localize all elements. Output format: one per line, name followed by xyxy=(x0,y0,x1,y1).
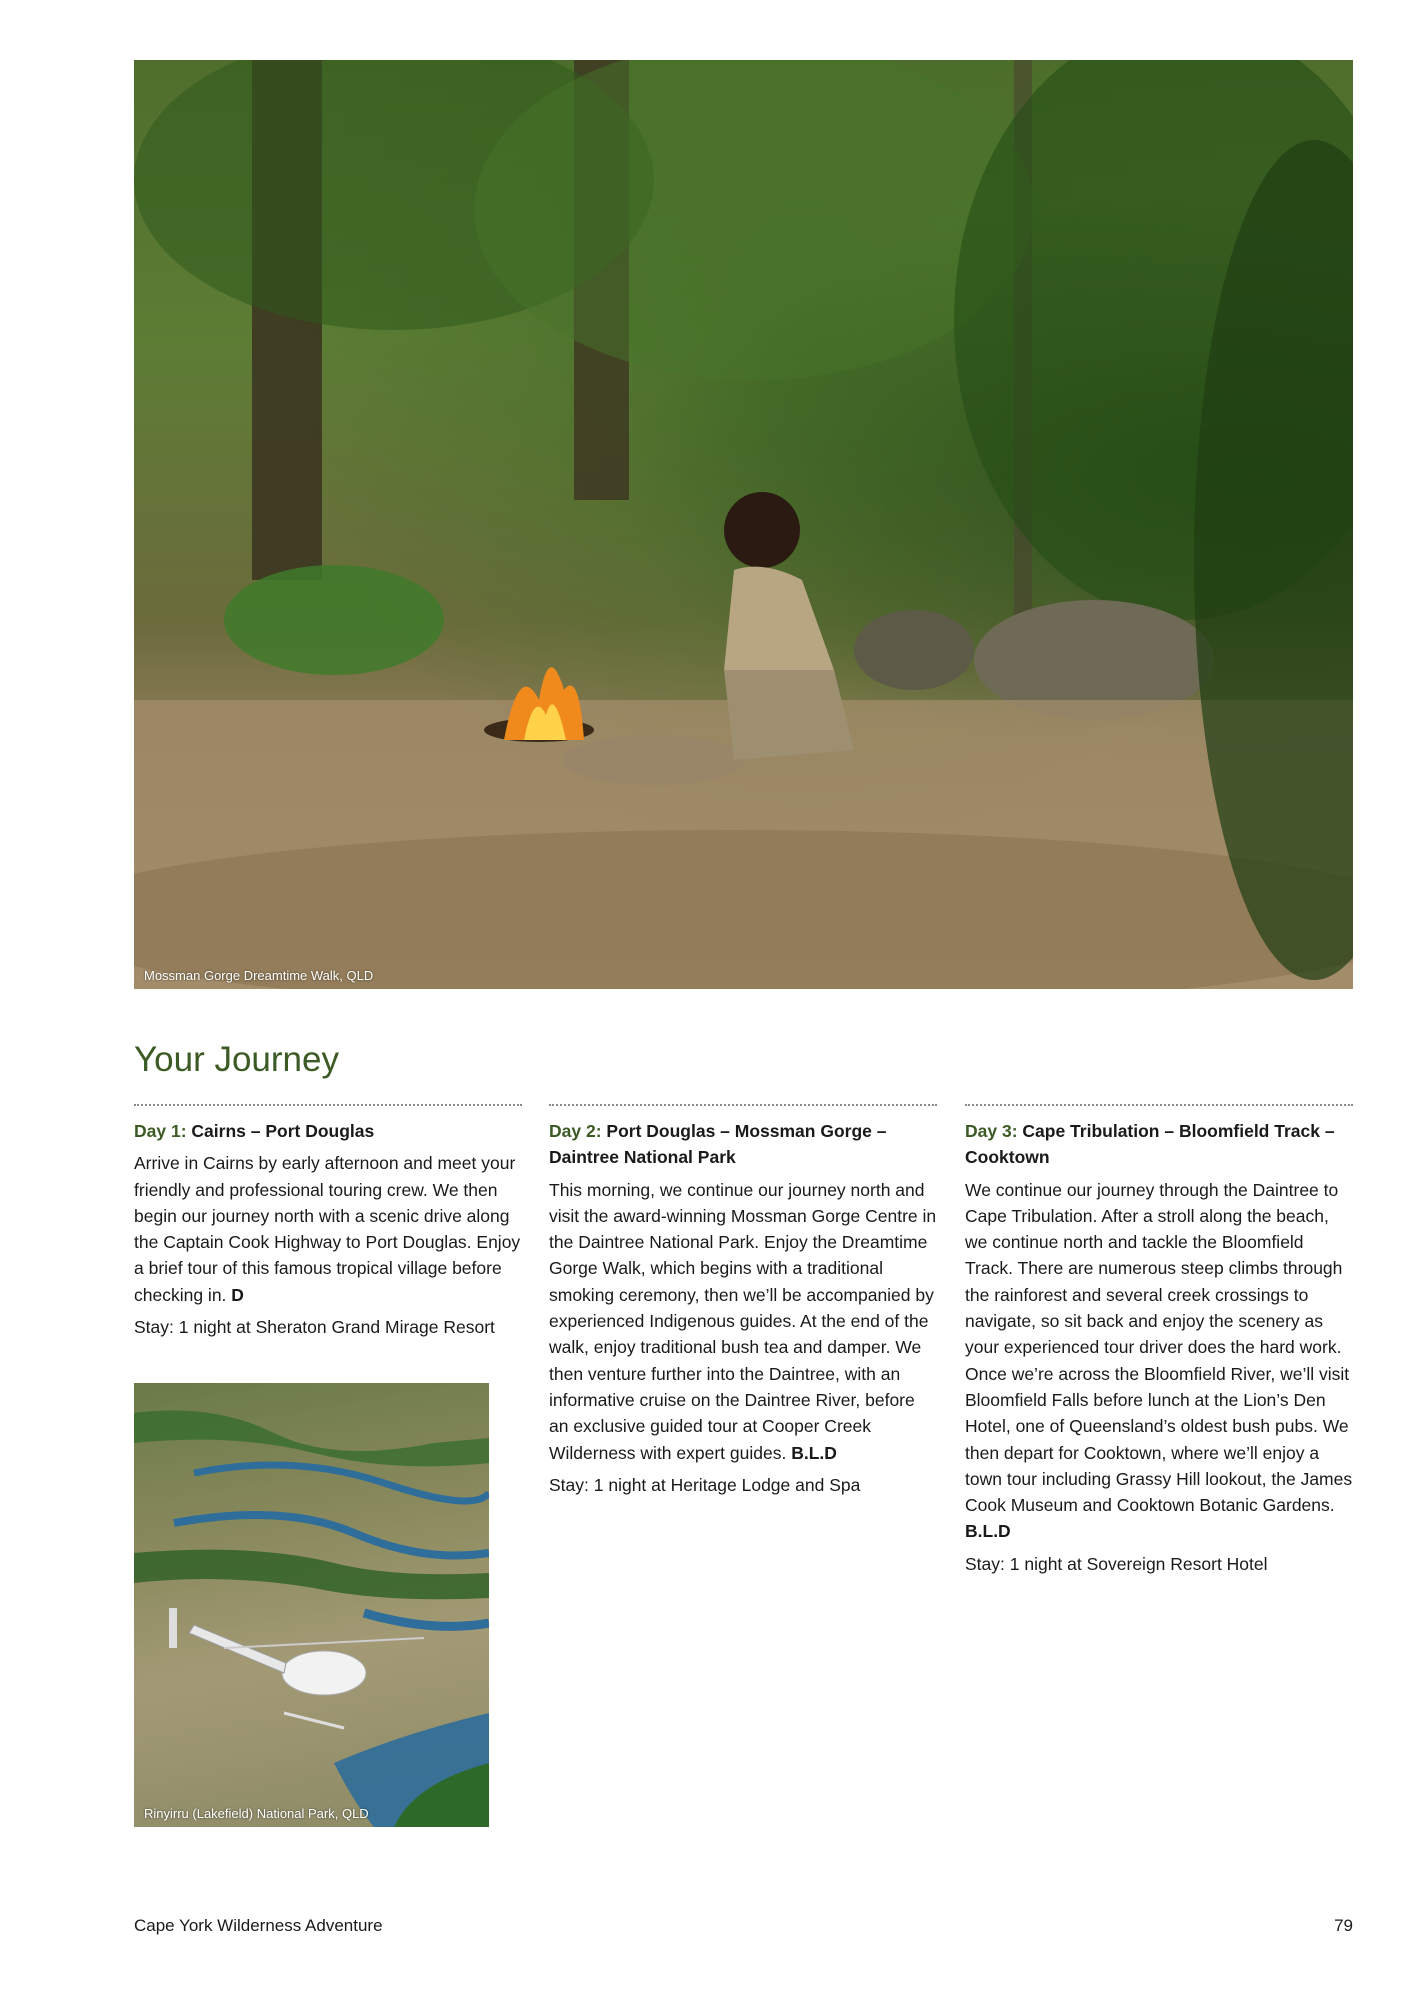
day-2-title xyxy=(549,1118,937,1171)
day-2-label: Day 2: xyxy=(549,1121,602,1141)
day-2-meals: B.L.D xyxy=(791,1442,837,1463)
day-2-body: This morning, we continue our journey north and visit the award-winning Mossman Gorge Centre in the Daintree National Park. Enjoy the Dreamtime Gorge Walk, which begins with a traditional smoking ceremony, then we’ll be accompanied by experienced Indigenous guides. At the end of the walk, enjoy traditional bush tea and damper. We then venture further into the Daintree, with an informative cruise on the Daintree River, before an exclusive guided tour at Cooper Creek Wilderness with expert guides. xyxy=(549,1179,937,1463)
day-2-route: Port Douglas – Mossman Gorge – Daintree National Park xyxy=(549,1121,887,1168)
footer-publication-title: Cape York Wilderness Adventure xyxy=(134,1916,383,1935)
day-3-column xyxy=(965,1104,1353,1583)
day-1-stay: Stay: 1 night at Sheraton Grand Mirage Resort xyxy=(134,1317,495,1338)
helicopter-wetlands-illustration xyxy=(134,1383,489,1827)
day-3-meals: B.L.D xyxy=(965,1521,1011,1542)
day-3-stay: Stay: 1 night at Sovereign Resort Hotel xyxy=(965,1553,1268,1574)
day-1-body: Arrive in Cairns by early afternoon and meet your friendly and professional touring crew. We then begin our journey north with a scenic drive along the Captain Cook Highway to Port Douglas. Enjoy a brief tour of this famous tropical village before checking in. xyxy=(134,1153,521,1305)
hero-photo xyxy=(134,60,1353,989)
day-1-label: Day 1: xyxy=(134,1121,187,1141)
day-1-route: Cairns – Port Douglas xyxy=(191,1121,375,1141)
day-2-stay: Stay: 1 night at Heritage Lodge and Spa xyxy=(549,1474,861,1495)
page-number: 79 xyxy=(1334,1916,1353,1935)
day-3-body: We continue our journey through the Daintree to Cape Tribulation. After a stroll along the beach, we continue north and tackle the Bloomfield Track. There are numerous steep climbs through the rainforest and several creek crossings to navigate, so sit back and enjoy the scenery as your experienced tour driver does the hard work. Once we’re across the Bloomfield River, we’ll visit Bloomfield Falls before lunch at the Lion’s Den Hotel, one of Queensland’s oldest bush pubs. We then depart for Cooktown, where we’ll enjoy a town tour including Grassy Hill lookout, the James Cook Museum and Cooktown Botanic Gardens. xyxy=(965,1179,1353,1516)
day-1-meals: D xyxy=(231,1284,244,1305)
day-3-route: Cape Tribulation – Bloomfield Track – Cooktown xyxy=(965,1121,1335,1168)
rainforest-campfire-illustration xyxy=(134,60,1353,989)
day-3-title xyxy=(965,1118,1353,1171)
day-1-column xyxy=(134,1104,522,1346)
hero-photo-caption: Mossman Gorge Dreamtime Walk, QLD xyxy=(144,968,374,983)
day-2-description xyxy=(549,1177,937,1466)
day-2-column xyxy=(549,1104,937,1504)
day-1-description xyxy=(134,1150,522,1308)
secondary-photo-caption: Rinyirru (Lakefield) National Park, QLD xyxy=(144,1806,369,1821)
section-heading: Your Journey xyxy=(134,1040,339,1079)
day-1-title xyxy=(134,1118,522,1144)
day-3-description xyxy=(965,1177,1353,1545)
day-3-label: Day 3: xyxy=(965,1121,1018,1141)
secondary-photo xyxy=(134,1383,489,1827)
